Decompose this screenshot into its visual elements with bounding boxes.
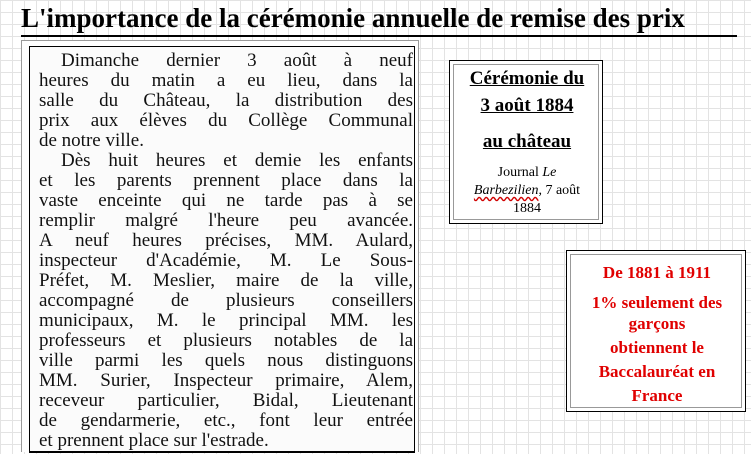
article-line: et prennent place sur l'estrade. <box>39 430 269 451</box>
journal-name: Barbezilien <box>473 183 539 198</box>
source-year: 1884 <box>513 201 541 216</box>
journal-name-part: Le <box>542 165 557 180</box>
stat-line: Baccalauréat en <box>598 362 716 381</box>
newspaper-clipping-frame <box>29 46 415 453</box>
article-line: Dimanche dernier 3 août à neuf <box>61 50 413 71</box>
stat-line: France <box>631 386 683 405</box>
article-line: salle du Château, la distribution des <box>39 90 413 111</box>
article-line: Préfet, M. Meslier, maire de la ville, <box>39 270 413 291</box>
article-line: remplir malgré l'heure peu avancée. <box>39 210 413 231</box>
page-title: L'importance de la cérémonie annuelle de remise des prix <box>21 3 685 33</box>
baccalaureate-stat-box <box>566 250 746 412</box>
article-line: ville parmi les quels nous distinguons <box>39 350 413 371</box>
stat-line: 1% seulement des <box>591 293 723 312</box>
ceremony-date-box-frame <box>453 64 599 220</box>
ceremony-title-line: Cérémonie du <box>469 68 585 89</box>
article-line: receveur particulier, Bidal, Lieutenant <box>39 390 413 411</box>
source-line <box>454 164 600 181</box>
article-line: de notre ville. <box>39 130 144 151</box>
article-line: Dès huit heures et demie les enfants <box>61 150 413 171</box>
article-line: et les parents prennent place dans la <box>39 170 413 191</box>
stat-period: De 1881 à 1911 <box>602 263 712 282</box>
source-line <box>454 182 600 199</box>
title-underline <box>21 35 737 37</box>
stat-line: obtiennent le <box>610 338 704 357</box>
ceremony-title-line: au château <box>482 131 572 152</box>
article-line: prix aux élèves du Collège Communal <box>39 110 413 131</box>
ceremony-date-box <box>449 60 603 224</box>
newspaper-clipping <box>21 40 419 452</box>
ceremony-title-line: 3 août 1884 <box>480 95 574 116</box>
article-line: de gendarmerie, etc., font leur entrée <box>39 410 413 431</box>
article-line: vaste enceinte qui ne tarde pas à se <box>39 190 413 211</box>
stat-line: garçons <box>628 314 686 333</box>
article-line: A neuf heures précises, MM. Aulard, <box>39 230 413 251</box>
article-line: professeurs et plusieurs notables de la <box>39 330 413 351</box>
article-line: municipaux, M. le principal MM. les <box>39 310 413 331</box>
source-prefix: Journal <box>497 165 539 180</box>
article-line: heures du matin a eu lieu, dans la <box>39 70 413 91</box>
article-line: inspecteur d'Académie, M. Le Sous- <box>39 250 413 271</box>
article-line: MM. Surier, Inspecteur primaire, Alem, <box>39 370 413 391</box>
article-line: accompagné de plusieurs conseillers <box>39 290 413 311</box>
baccalaureate-stat-box-frame <box>570 254 742 408</box>
source-date: , 7 août <box>538 183 581 198</box>
